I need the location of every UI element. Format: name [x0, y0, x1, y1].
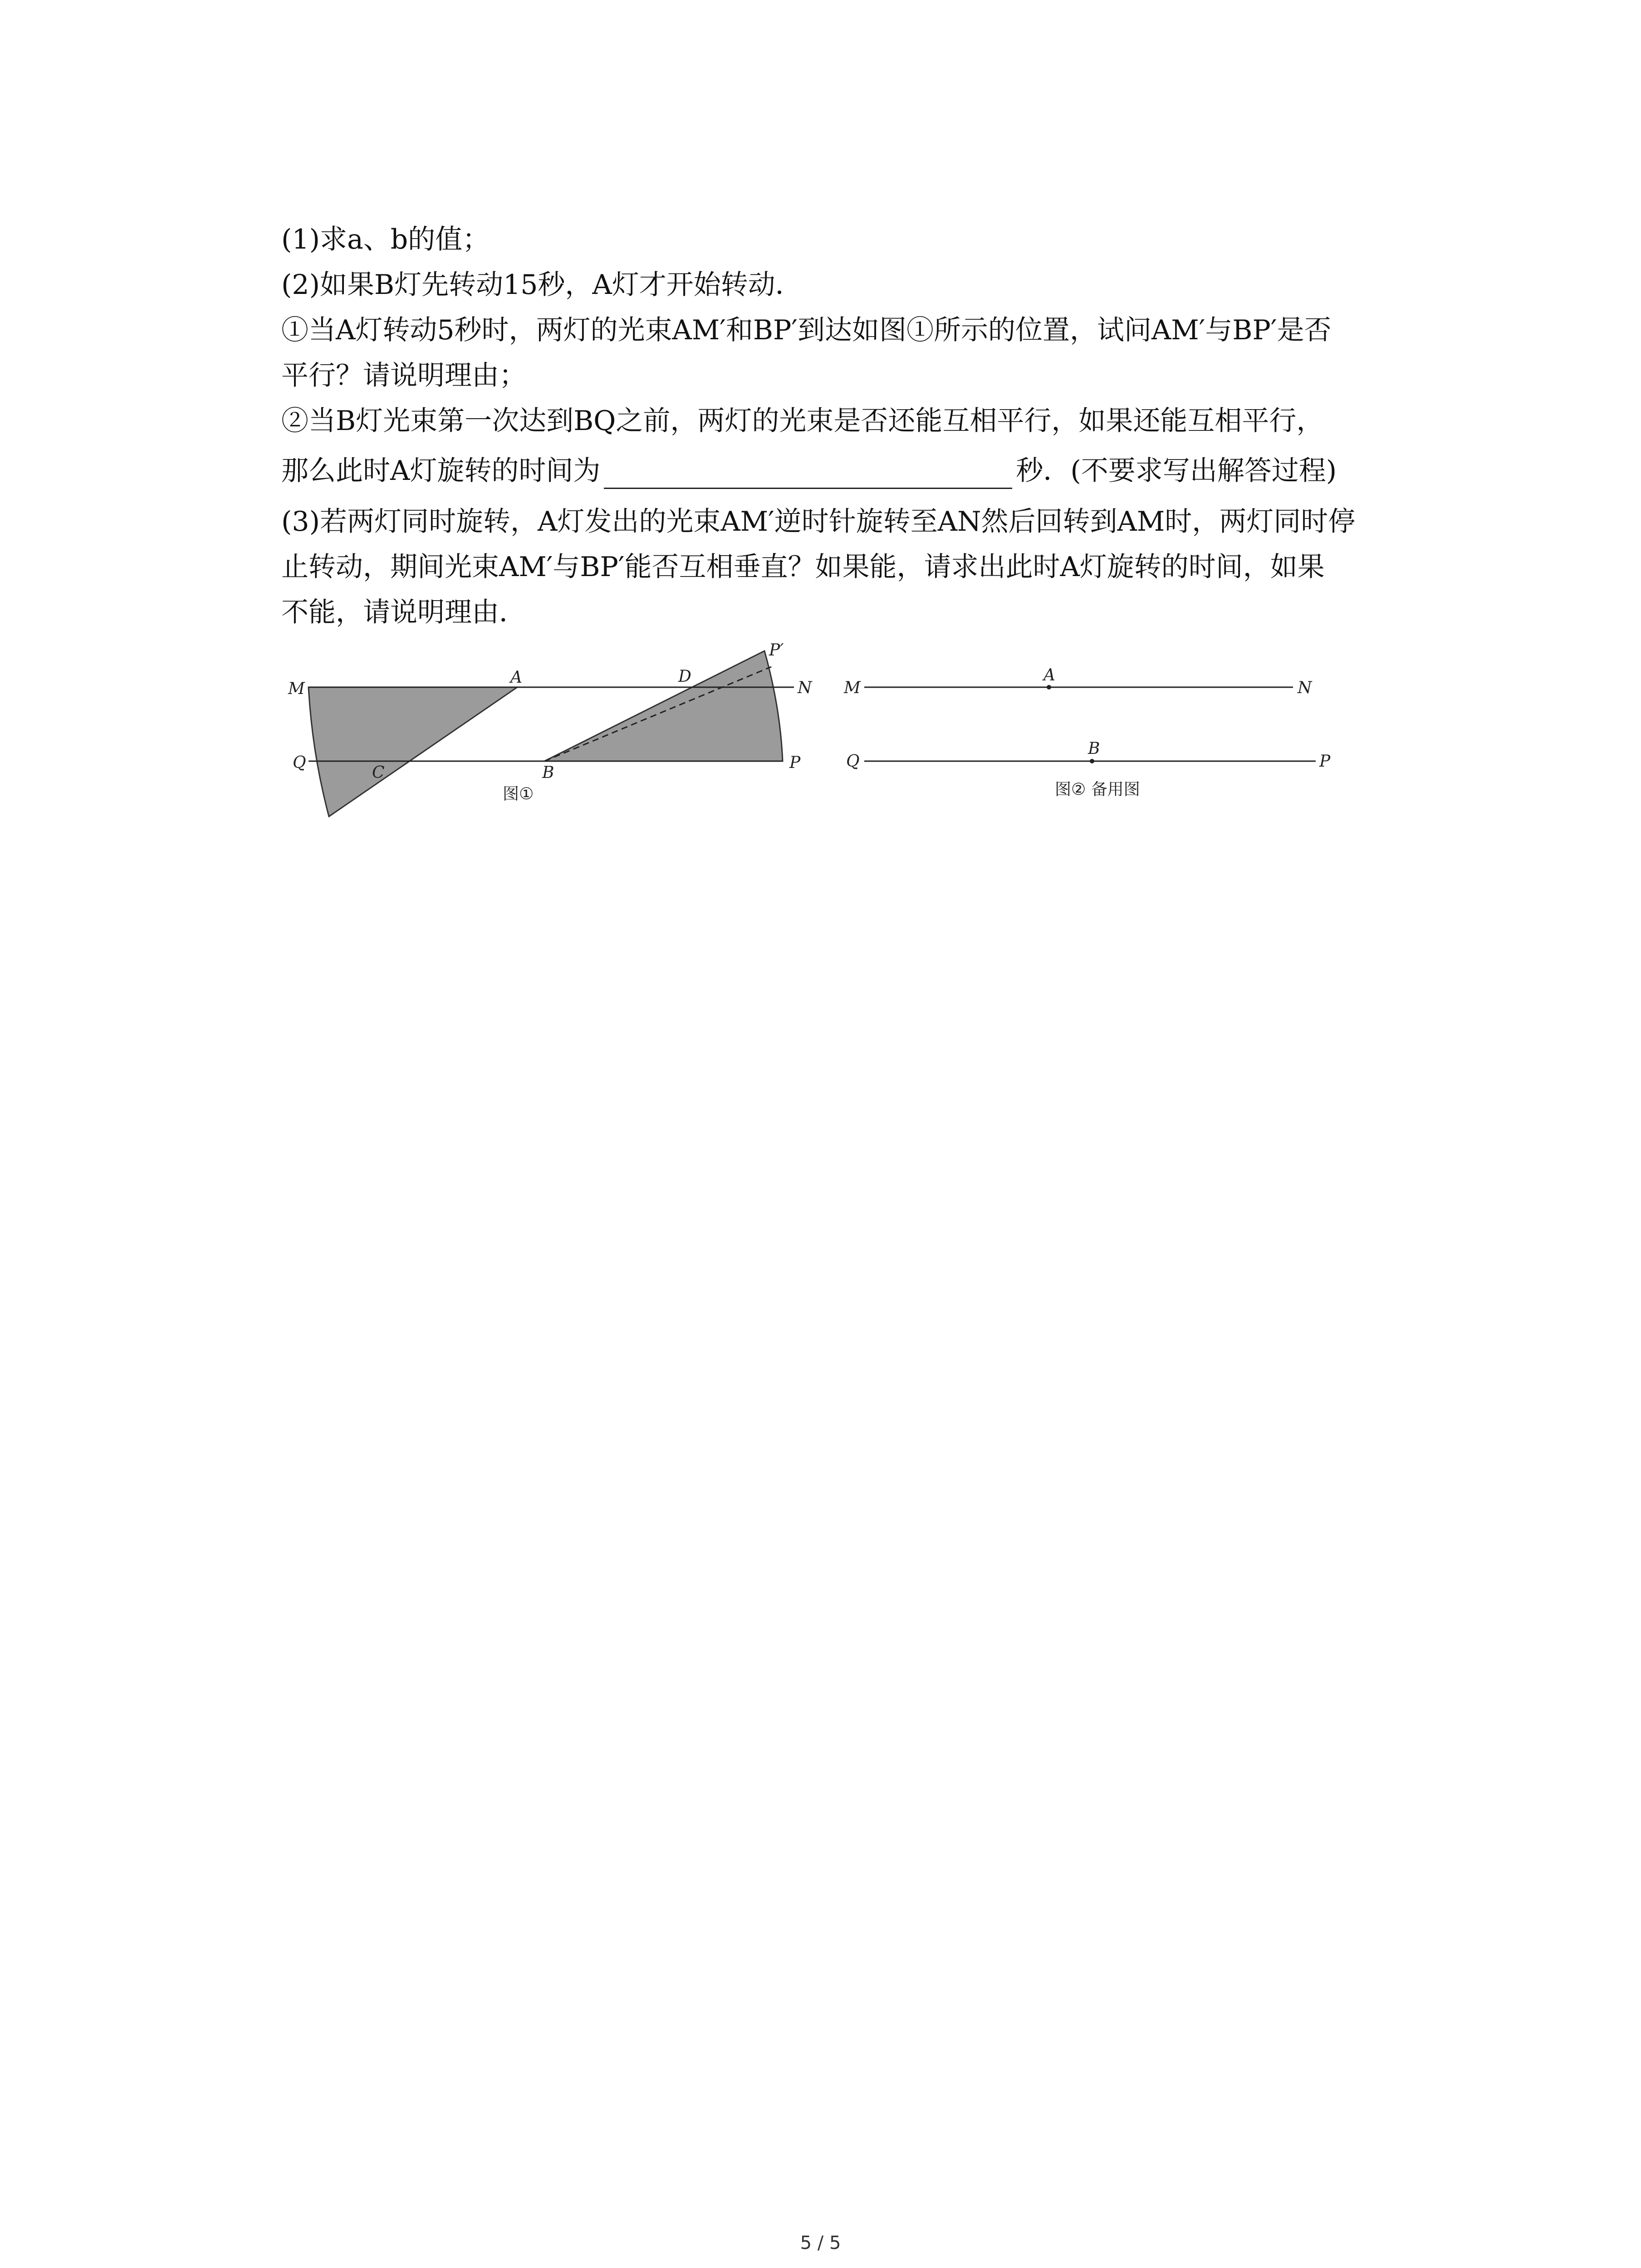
question-1: (1)求a、b的值；: [281, 224, 490, 255]
question-2-1-line1: ①当A灯转动5秒时，两灯的光束AM′和BP′到达如图①所示的位置，试问AM′与BP′是否: [281, 314, 1332, 346]
label-p-2: P: [1319, 752, 1331, 771]
sector-a: [309, 687, 517, 816]
label-m: M: [288, 679, 305, 698]
label-q: Q: [293, 753, 306, 772]
figure-2-caption: 图② 备用图: [1055, 780, 1140, 799]
label-n-2: N: [1298, 679, 1312, 697]
label-m-2: M: [844, 679, 861, 697]
question-2-2-suffix: 秒．(不要求写出解答过程): [1016, 455, 1337, 487]
question-3-line1: (3)若两灯同时旋转，A灯发出的光束AM′逆时针旋转至AN然后回转到AM时，两灯同时停: [281, 506, 1356, 538]
label-n: N: [798, 679, 812, 697]
figure-2-diagram: [839, 658, 1338, 785]
label-c: C: [372, 763, 385, 782]
label-a-2: A: [1043, 666, 1055, 684]
question-2-2-prefix: 那么此时A灯旋转的时间为: [281, 455, 601, 487]
label-d: D: [678, 667, 691, 686]
point-a: [1047, 685, 1051, 689]
label-b: B: [542, 763, 554, 782]
point-b: [1090, 759, 1094, 763]
label-p-prime: P′: [769, 641, 784, 660]
question-3-line3: 不能，请说明理由．: [281, 596, 526, 628]
label-b-2: B: [1088, 739, 1100, 758]
question-2-2-line1: ②当B灯光束第一次达到BQ之前，两灯的光束是否还能互相平行，如果还能互相平行，: [281, 405, 1324, 437]
sector-b: [544, 651, 783, 761]
question-2-1-line2: 平行？请说明理由；: [281, 360, 526, 391]
answer-blank: [604, 460, 1012, 489]
question-2: (2)如果B灯先转动15秒，A灯才开始转动．: [281, 269, 803, 301]
figure-1-caption: 图①: [503, 785, 534, 803]
label-p: P: [789, 753, 801, 772]
question-2-2-line2: [281, 453, 1337, 489]
question-3-line2: 止转动，期间光束AM′与BP′能否互相垂直？如果能，请求出此时A灯旋转的时间，如果: [281, 551, 1325, 583]
label-a: A: [510, 668, 522, 687]
page-number: 5 / 5: [800, 2233, 841, 2253]
figure-1-diagram: [277, 640, 830, 821]
label-q-2: Q: [846, 752, 860, 771]
